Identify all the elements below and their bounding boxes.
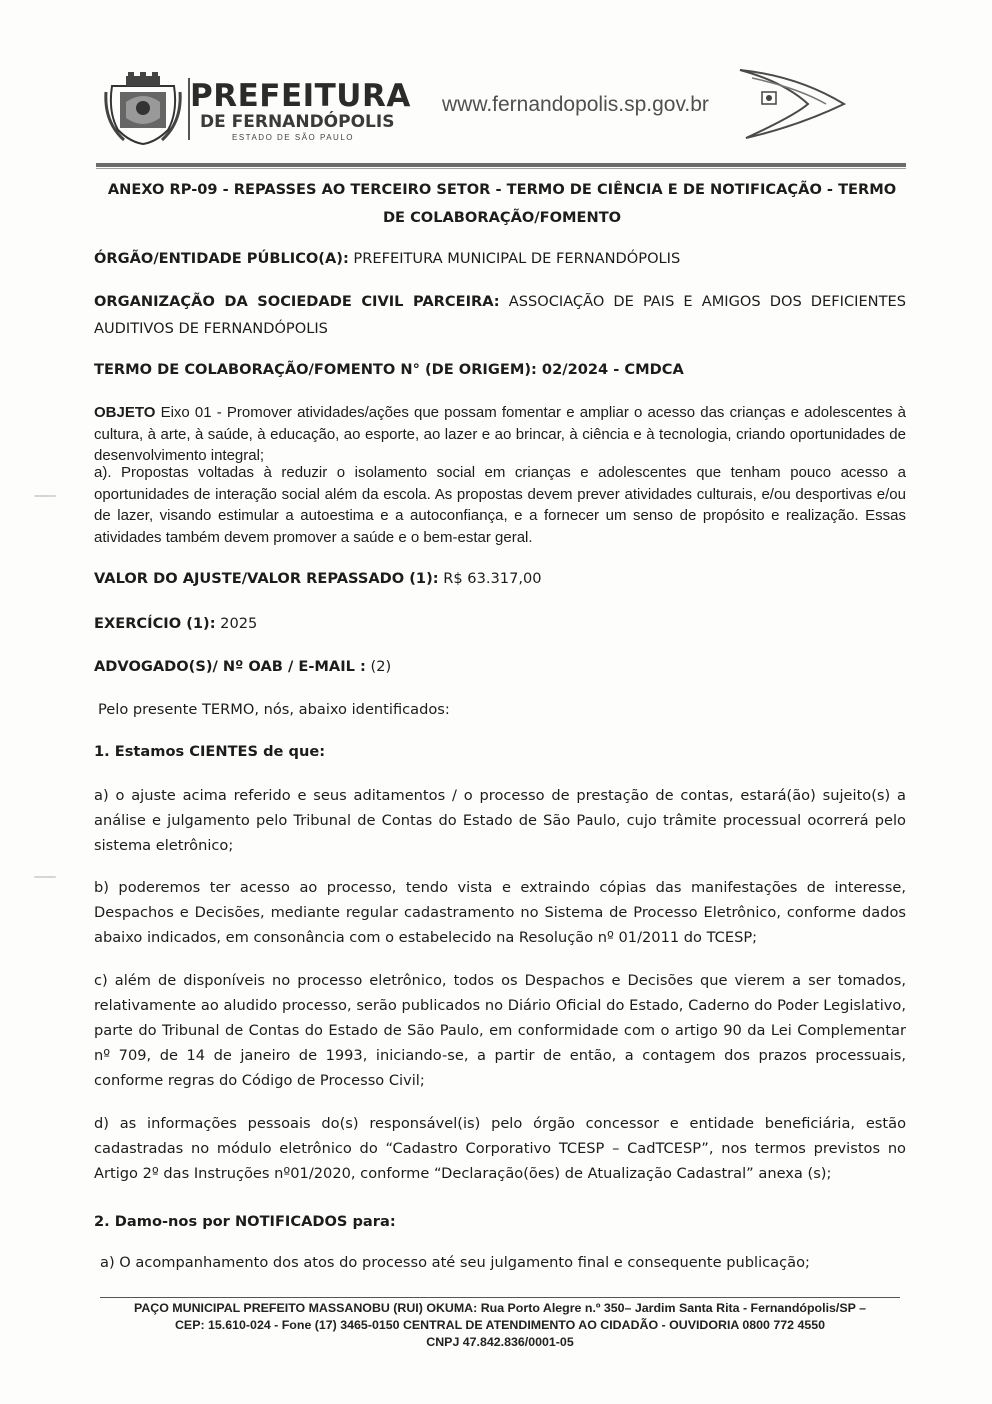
header-website: www.fernandopolis.sp.gov.br <box>442 93 709 116</box>
section2-item-a: a) O acompanhamento dos atos do processo até seu julgamento final e consequente publicação; <box>100 1254 810 1271</box>
valor-label: VALOR DO AJUSTE/VALOR REPASSADO (1): <box>94 570 439 587</box>
header-subtitle: DE FERNANDÓPOLIS <box>200 112 395 132</box>
footer-contact: CEP: 15.610-024 - Fone (17) 3465-0150 CENTRAL DE ATENDIMENTO AO CIDADÃO - OUVIDORIA 0800 772 4550 <box>174 1318 826 1332</box>
section1-title: 1. Estamos CIENTES de que: <box>94 743 326 760</box>
orgao-label: ÓRGÃO/ENTIDADE PÚBLICO(A): <box>94 250 349 267</box>
intro-text: Pelo presente TERMO, nós, abaixo identificados: <box>98 701 450 718</box>
header-title: PREFEITURA <box>190 78 411 114</box>
exercicio-label: EXERCÍCIO (1): <box>94 615 216 632</box>
footer-address: PAÇO MUNICIPAL PREFEITO MASSANOBU (RUI) OKUMA: Rua Porto Alegre n.º 350– Jardim Santa Rita - Fernandópolis/SP – <box>133 1301 866 1315</box>
orgao-value: PREFEITURA MUNICIPAL DE FERNANDÓPOLIS <box>348 250 681 267</box>
footer-cnpj: CNPJ 47.842.836/0001-05 <box>426 1335 574 1349</box>
objeto-label: OBJETO <box>94 404 156 421</box>
header-state: ESTADO DE SÃO PAULO <box>232 133 355 142</box>
exercicio-line <box>94 611 906 636</box>
footer-rule <box>100 1297 900 1298</box>
osc-value-2: AUDITIVOS DE FERNANDÓPOLIS <box>94 320 328 337</box>
advogado-value: (2) <box>365 658 392 675</box>
osc-value-1: ASSOCIAÇÃO DE PAIS E AMIGOS DOS DEFICIENTES <box>508 293 906 310</box>
document-heading: ANEXO RP-09 - REPASSES AO TERCEIRO SETOR - TERMO DE CIÊNCIA E DE NOTIFICAÇÃO - TERMO DE COLABORAÇÃO/FOMENTO <box>107 181 897 226</box>
section1-item-d: d) as informações pessoais do(s) responsável(is) pelo órgão concessor e entidade beneficiária, estão cadastradas no módulo eletrônico do “Cadastro Corporativo TCESP – CadTCESP”, nos termos previstos no Artigo 2º das Instruções nº01/2020, conforme “Declaração(ões) de Atualização Cadastral” anexa (s); <box>94 1115 906 1182</box>
termo-line: TERMO DE COLABORAÇÃO/FOMENTO N° (DE ORIGEM): 02/2024 - CMDCA <box>94 361 684 378</box>
advogado-line <box>94 654 906 679</box>
header-title-block <box>190 80 411 142</box>
objeto-paragraph <box>94 402 906 467</box>
header-rule <box>96 163 906 167</box>
punch-mark <box>34 876 56 878</box>
header-rule-thin <box>96 168 906 169</box>
section1-item-c: c) além de disponíveis no processo eletrônico, todos os Despachos e Decisões que vierem a ser tomados, relativamente ao aludido processo, serão publicados no Diário Oficial do Estado, Caderno do Poder Legislativo, parte do Tribunal de Contas do Estado de São Paulo, em conformidade com o artigo 90 da Lei Complementar nº 709, de 14 de janeiro de 1993, iniciando-se, a partir de então, a contagem dos prazos processuais, conforme regras do Código de Processo Civil; <box>94 972 906 1089</box>
section2-title: 2. Damo-nos por NOTIFICADOS para: <box>94 1213 396 1230</box>
osc-line-1 <box>94 289 906 314</box>
objeto-text: Eixo 01 - Promover atividades/ações que possam fomentar e ampliar o acesso das crianças e adolescentes à cultura, à arte, à saúde, à educação, ao esporte, ao lazer e ao brincar, à ciência e à tecnologia, criando oportunidades de desenvolvimento integral; <box>94 404 906 464</box>
punch-mark <box>34 495 56 497</box>
city-coat-of-arms-icon <box>104 72 182 146</box>
objeto-item-a: a). Propostas voltadas à reduzir o isolamento social em crianças e adolescentes que tenham pouco acesso a oportunidades de interação social além da escola. As propostas devem prever atividades culturais, e/ou desportivas e/ou de lazer, visando estimular a autoestima e a autoconfiança, e a fornecer um senso de propósito e realização. Essas atividades também devem promover a saúde e o bem-estar geral. <box>94 464 906 546</box>
valor-line <box>94 566 906 591</box>
osc-label: ORGANIZAÇÃO DA SOCIEDADE CIVIL PARCEIRA: <box>94 293 500 310</box>
section1-item-b: b) poderemos ter acesso ao processo, tendo vista e extraindo cópias das manifestações de interesse, Despachos e Decisões, mediante regular cadastramento no Sistema de Processo Eletrônico, conforme dados abaixo indicados, em consonância com o estabelecido na Resolução nº 01/2011 do TCESP; <box>94 879 906 946</box>
advogado-label: ADVOGADO(S)/ Nº OAB / E-MAIL : <box>94 658 366 675</box>
valor-value: R$ 63.317,00 <box>438 570 542 587</box>
section1-item-a: a) o ajuste acima referido e seus aditamentos / o processo de prestação de contas, estará(ão) sujeito(s) a análise e julgamento pelo Tribunal de Contas do Estado de São Paulo, cujo trâmite processual ocorrerá pelo sistema eletrônico; <box>94 787 906 854</box>
exercicio-value: 2025 <box>215 615 258 632</box>
footer <box>100 1300 900 1351</box>
orgao-line <box>94 246 906 271</box>
arrow-logo-icon <box>738 66 846 140</box>
